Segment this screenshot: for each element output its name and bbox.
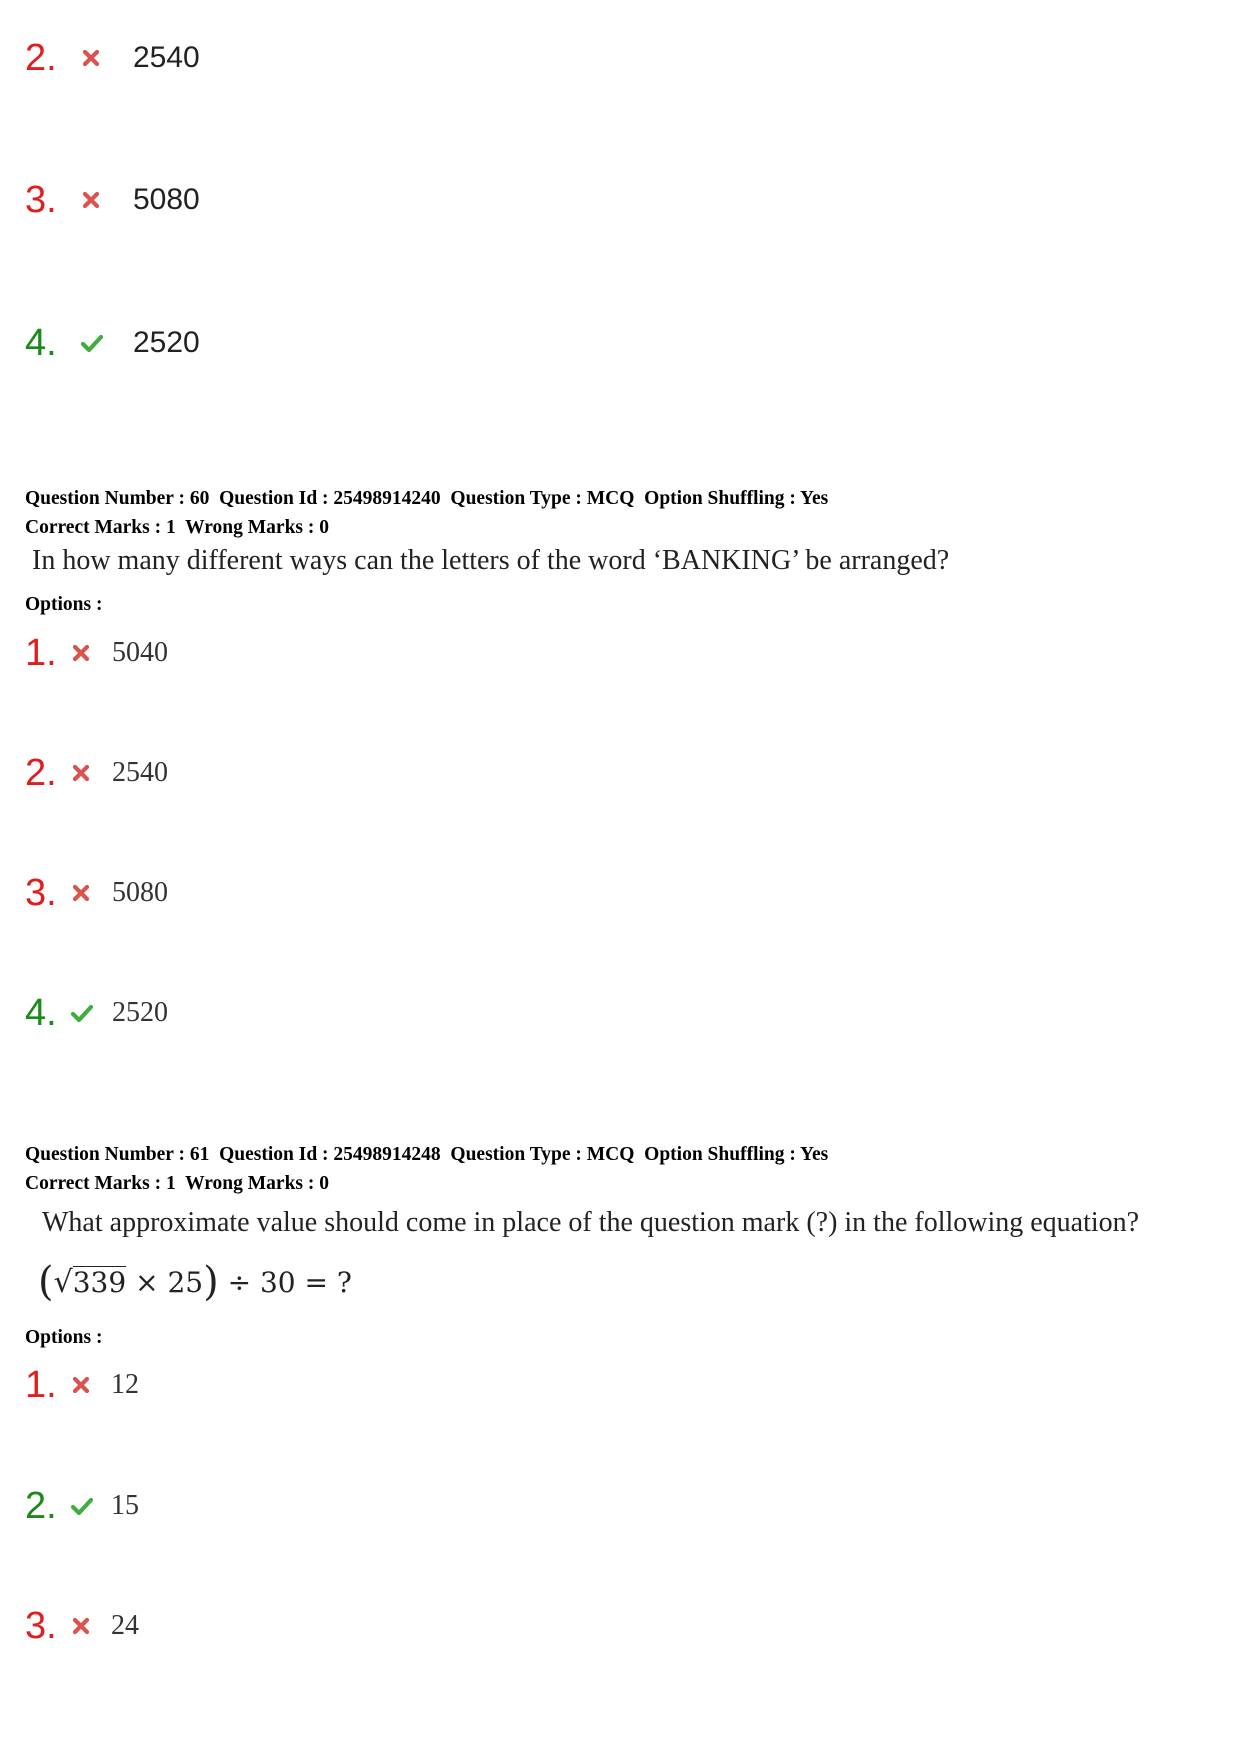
option-number: 1. <box>25 632 57 674</box>
cross-icon <box>71 763 91 783</box>
question-text: What approximate value should come in place of the question mark (?) in the following equation? <box>42 1207 1140 1238</box>
cross-icon <box>81 48 101 68</box>
option-number: 3. <box>25 179 57 221</box>
cross-icon <box>71 1616 91 1636</box>
cross-icon <box>71 1375 91 1395</box>
options-label: Options : <box>25 594 103 615</box>
equation-tail: ÷ 30 = ? <box>218 1265 352 1299</box>
sqrt-symbol: √ <box>53 1264 73 1300</box>
check-icon <box>70 1496 94 1516</box>
question-meta: Question Number : 60 Question Id : 25498914240 Question Type : MCQ Option Shuffling : Yes <box>25 488 829 509</box>
equation-multiplier: × 25 <box>126 1265 204 1299</box>
option-value: 24 <box>111 1610 139 1641</box>
question-text: In how many different ways can the letters of the word ‘BANKING’ be arranged? <box>32 545 950 576</box>
equation <box>38 1259 352 1305</box>
option-value: 2540 <box>133 41 200 74</box>
equation-open-paren: ( <box>38 1259 54 1305</box>
option-value: 12 <box>111 1369 139 1400</box>
option-number: 4. <box>25 992 57 1034</box>
cross-icon <box>71 883 91 903</box>
marks-meta: Correct Marks : 1 Wrong Marks : 0 <box>25 517 330 538</box>
option-number: 4. <box>25 322 57 364</box>
option-value: 5040 <box>112 637 168 668</box>
question-meta: Question Number : 61 Question Id : 25498914248 Question Type : MCQ Option Shuffling : Yes <box>25 1144 829 1165</box>
option-value: 2520 <box>133 326 200 359</box>
option-value: 15 <box>111 1490 139 1521</box>
check-icon <box>70 1003 94 1023</box>
marks-meta: Correct Marks : 1 Wrong Marks : 0 <box>25 1173 330 1194</box>
options-label: Options : <box>25 1327 103 1348</box>
option-number: 3. <box>25 872 57 914</box>
option-number: 2. <box>25 37 57 79</box>
option-number: 1. <box>25 1364 57 1406</box>
cross-icon <box>71 643 91 663</box>
option-number: 3. <box>25 1605 57 1647</box>
option-value: 2540 <box>112 757 168 788</box>
option-value: 2520 <box>112 997 168 1028</box>
option-value: 5080 <box>133 183 200 216</box>
option-number: 2. <box>25 1485 57 1527</box>
check-icon <box>80 333 104 353</box>
option-number: 2. <box>25 752 57 794</box>
equation-close-paren: ) <box>203 1259 219 1305</box>
option-value: 5080 <box>112 877 168 908</box>
equation-radicand: 339 <box>72 1266 127 1299</box>
cross-icon <box>81 190 101 210</box>
